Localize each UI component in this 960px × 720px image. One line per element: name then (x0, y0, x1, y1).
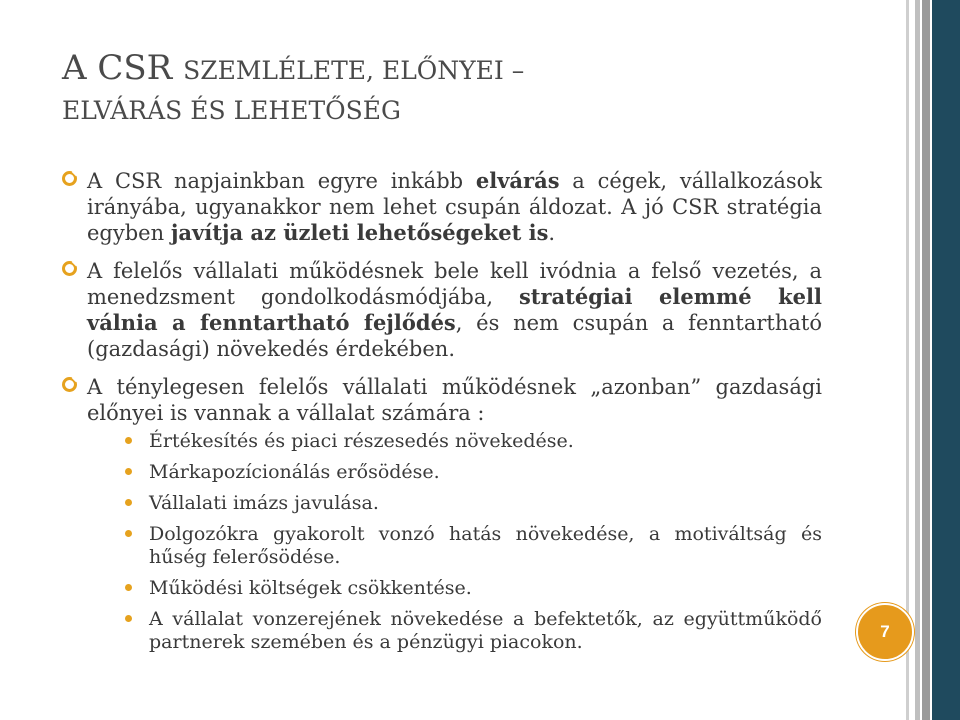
dot-icon (125, 584, 132, 591)
bullet-bold-text: javítja az üzleti lehetőségeket is (170, 220, 549, 245)
sub-bullet-item (87, 461, 822, 484)
dot-icon (125, 530, 132, 537)
slide-title (62, 48, 882, 129)
sub-bullet-text: Dolgozókra gyakorolt vonzó hatás növekedése, a motiváltság és hűség felerősödése. (149, 523, 822, 568)
title-line2: ELVÁRÁS ÉS LEHETŐSÉG (62, 96, 401, 126)
sub-bullet-item (87, 577, 822, 600)
sub-bullet-text: Értékesítés és piaci részesedés növekedése. (149, 430, 574, 452)
bullet-text: A felelős vállalati működésnek bele kell ivódnia a felső vezetés, a menedzsment gondolkodásmódjába, (87, 259, 822, 309)
page-number-badge (856, 603, 914, 661)
bullet-text: A CSR napjainkban egyre inkább (87, 169, 476, 193)
sub-bullet-item (87, 430, 822, 453)
decorative-bar (922, 0, 930, 720)
sub-bullet-item (87, 523, 822, 569)
sub-bullet-item (87, 608, 822, 654)
bullet-icon (62, 171, 77, 186)
dot-icon (125, 468, 132, 475)
dot-icon (125, 615, 132, 622)
decorative-sidebar (932, 0, 960, 720)
bullet-1 (62, 168, 822, 246)
sub-bullet-list (87, 430, 822, 654)
sub-bullet-text: Vállalati imázs javulása. (149, 492, 379, 514)
bullet-bold-text: stratégiai elemmé kell válnia a fenntartható fejlődés (87, 284, 822, 335)
bullet-text: , és nem csupán a fenntartható (gazdasági) növekedés érdekében. (87, 311, 822, 361)
bullet-3 (62, 374, 822, 654)
title-line1-big: A CSR (62, 48, 184, 88)
sub-bullet-text: A vállalat vonzerejének növekedése a befektetők, az együttműködő partnerek szemében és a pénzügyi piacokon. (149, 608, 822, 653)
dot-icon (125, 437, 132, 444)
bullet-list (62, 168, 822, 666)
bullet-icon (62, 261, 77, 276)
bullet-text: a cégek, vállalkozások irányába, ugyanakkor nem lehet csupán áldozat. A jó CSR stratégia egyben (87, 169, 822, 245)
bullet-2 (62, 258, 822, 362)
sub-bullet-item (87, 492, 822, 515)
bullet-icon (62, 377, 77, 392)
bullet-text: A ténylegesen felelős vállalati működésnek „azonban” gazdasági előnyei is vannak a vállalat számára : (87, 375, 822, 425)
sub-bullet-text: Márkapozícionálás erősödése. (149, 461, 440, 483)
page-number: 7 (880, 622, 890, 641)
title-line1-small: SZEMLÉLETE, ELŐNYEI – (183, 56, 525, 85)
sub-bullet-text: Működési költségek csökkentése. (149, 577, 472, 599)
bullet-bold-text: elvárás (475, 168, 560, 193)
dot-icon (125, 499, 132, 506)
decorative-bar (915, 0, 920, 720)
bullet-text: . (548, 221, 556, 245)
